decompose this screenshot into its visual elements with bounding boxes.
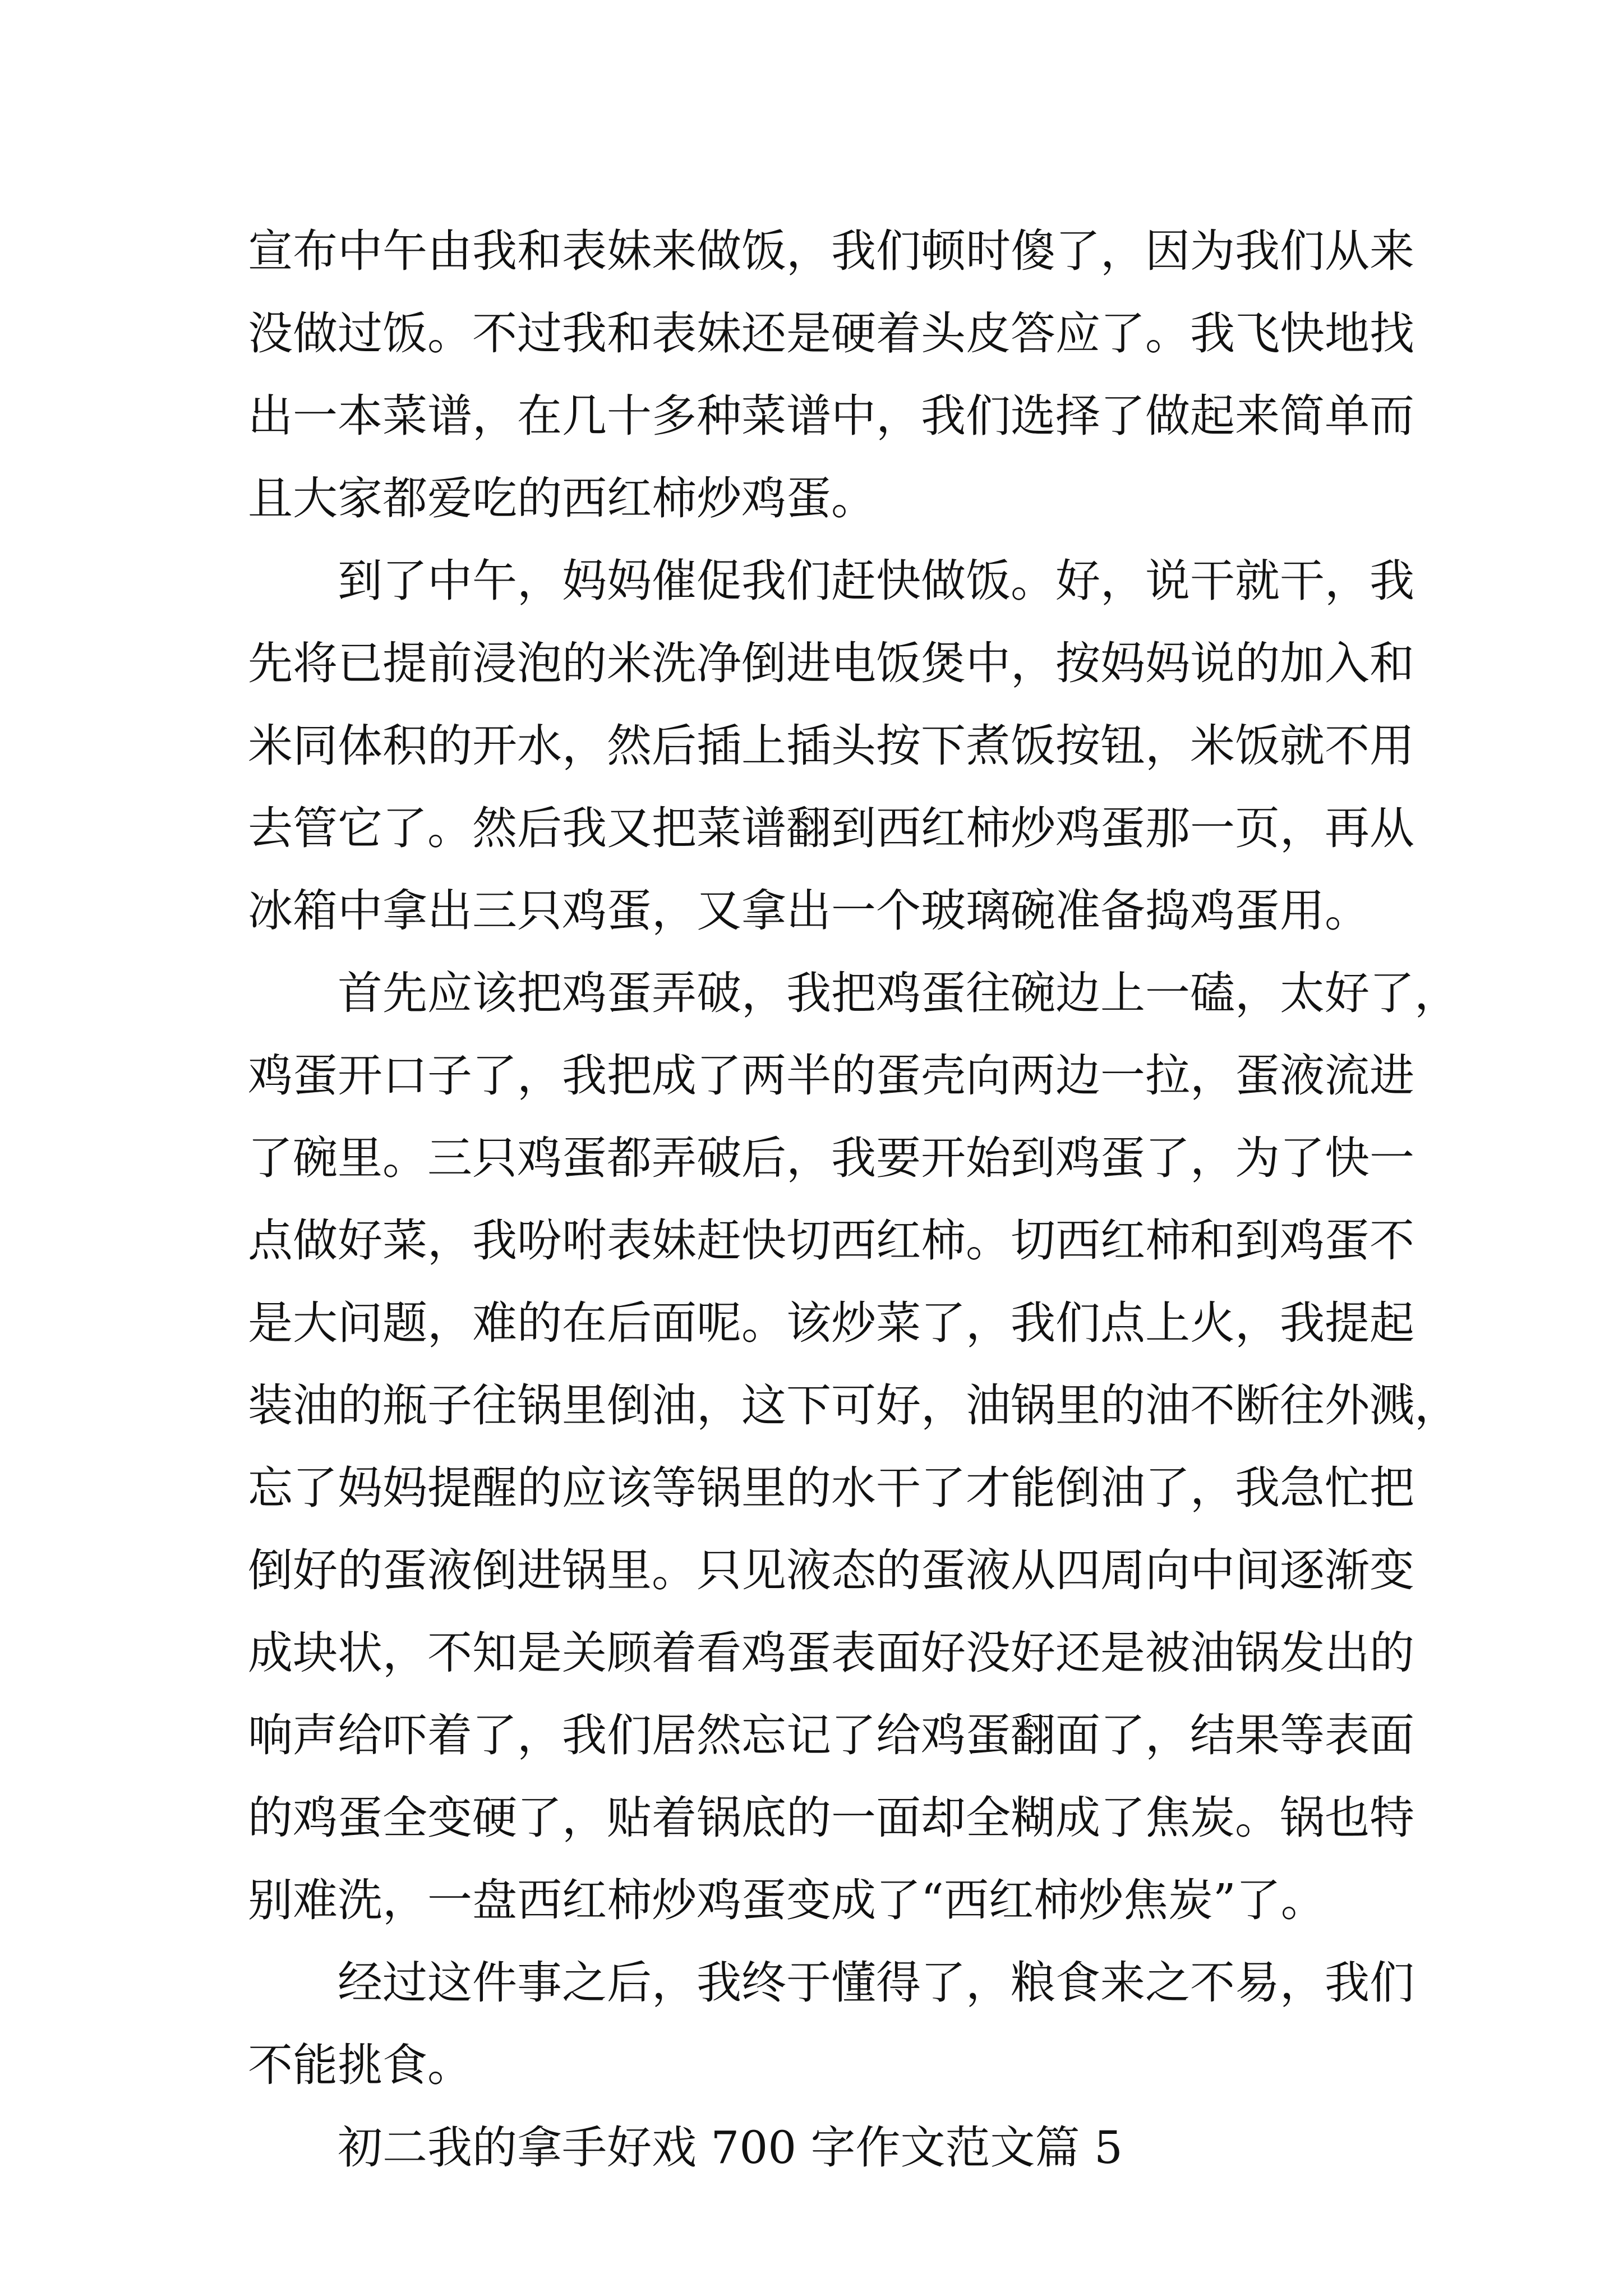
text-line: 米同体积的开水，然后插上插头按下煮饭按钮，米饭就不用 — [248, 720, 1414, 772]
text-line: 去管它了。然后我又把菜谱翻到西红柿炒鸡蛋那一页，再从 — [248, 802, 1414, 854]
text-line: 装油的瓶子往锅里倒油，这下可好，油锅里的油不断往外溅， — [248, 1379, 1459, 1432]
text-line: 没做过饭。不过我和表妹还是硬着头皮答应了。我飞快地找 — [248, 307, 1414, 360]
text-line: 出一本菜谱，在几十多种菜谱中，我们选择了做起来简单而 — [248, 390, 1414, 442]
text-line: 鸡蛋开口子了，我把成了两半的蛋壳向两边一拉，蛋液流进 — [248, 1050, 1414, 1102]
text-line: 忘了妈妈提醒的应该等锅里的水干了才能倒油了，我急忙把 — [248, 1462, 1414, 1514]
text-line: 到了中午，妈妈催促我们赶快做饭。好，说干就干，我 — [338, 555, 1414, 607]
text-line: 先将已提前浸泡的米洗净倒进电饭煲中，按妈妈说的加入和 — [248, 637, 1414, 689]
paragraph-2 — [248, 540, 1414, 952]
text-line: 成块状，不知是关顾着看鸡蛋表面好没好还是被油锅发出的 — [248, 1627, 1414, 1679]
paragraph-3 — [248, 952, 1459, 1941]
document-body — [248, 210, 1459, 2189]
text-line: 且大家都爱吃的西红柿炒鸡蛋。 — [248, 472, 876, 524]
paragraph-1 — [248, 210, 1414, 540]
text-line: 别难洗，一盘西红柿炒鸡蛋变成了“西红柿炒焦炭”了。 — [248, 1874, 1326, 1926]
text-line: 了碗里。三只鸡蛋都弄破后，我要开始到鸡蛋了，为了快一 — [248, 1132, 1414, 1184]
text-line: 首先应该把鸡蛋弄破，我把鸡蛋往碗边上一磕，太好了， — [338, 967, 1459, 1019]
section-heading: 初二我的拿手好戏 700 字作文范文篇 5 — [338, 2122, 1123, 2174]
text-line: 点做好菜，我吩咐表妹赶快切西红柿。切西红柿和到鸡蛋不 — [248, 1214, 1414, 1267]
text-line: 不能挑食。 — [248, 2039, 472, 2091]
paragraph-5-heading — [248, 2106, 1375, 2189]
text-line: 的鸡蛋全变硬了，贴着锅底的一面却全糊成了焦炭。锅也特 — [248, 1792, 1414, 1844]
text-line: 冰箱中拿出三只鸡蛋，又拿出一个玻璃碗准备捣鸡蛋用。 — [248, 885, 1370, 937]
text-line: 响声给吓着了，我们居然忘记了给鸡蛋翻面了，结果等表面 — [248, 1709, 1414, 1761]
text-line: 是大问题，难的在后面呢。该炒菜了，我们点上火，我提起 — [248, 1297, 1414, 1349]
text-line: 宣布中午由我和表妹来做饭，我们顿时傻了，因为我们从来 — [248, 225, 1414, 277]
text-line: 经过这件事之后，我终于懂得了，粮食来之不易，我们 — [338, 1957, 1414, 2009]
paragraph-4 — [248, 1941, 1414, 2106]
text-line: 倒好的蛋液倒进锅里。只见液态的蛋液从四周向中间逐渐变 — [248, 1544, 1414, 1596]
